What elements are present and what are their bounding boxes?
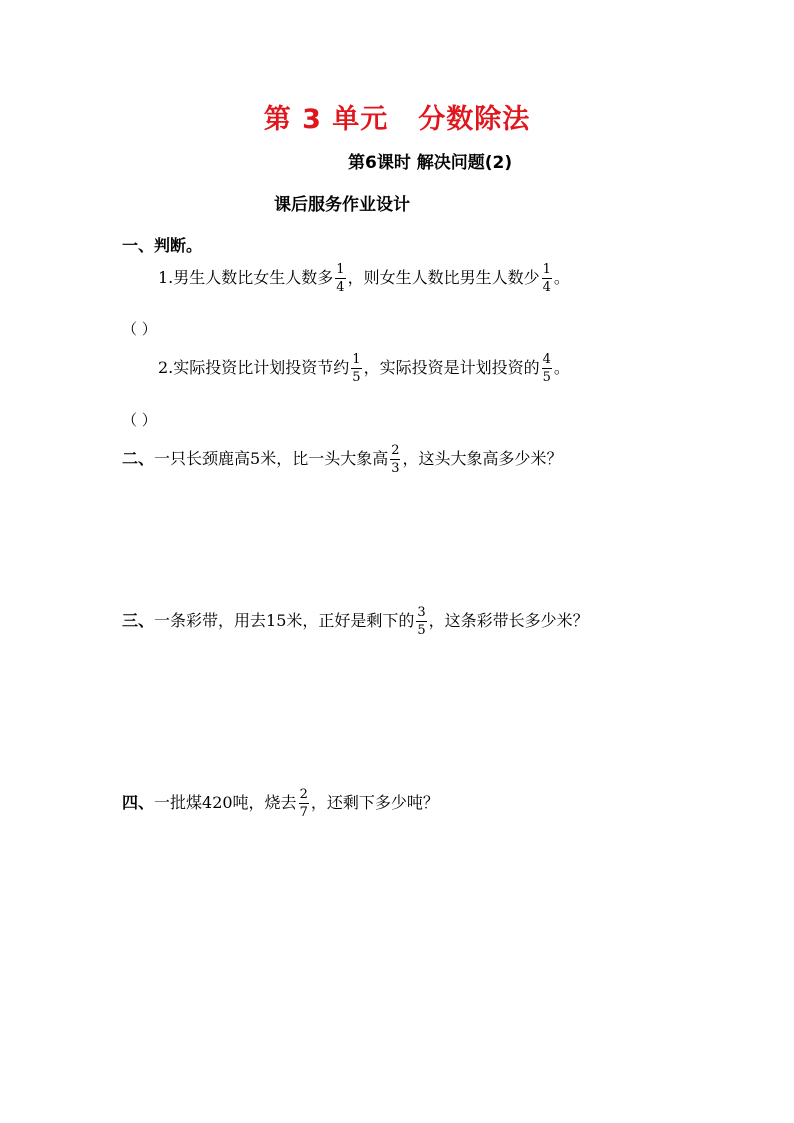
q3-text-pre: 一条彩带，用去15米，正好是剩下的 xyxy=(154,611,415,630)
item1-text-mid: ，则女生人数比男生人数少 xyxy=(347,268,540,287)
worksheet-subtitle: 课后服务作业设计 xyxy=(274,195,410,215)
topic-label: 分数除法 xyxy=(418,104,531,135)
q4-text-post: ，还剩下多少吨？ xyxy=(310,793,439,812)
section4-heading: 四、 xyxy=(122,793,155,812)
q3-text-post: ，这条彩带长多少米？ xyxy=(428,611,589,630)
section3-heading: 三、 xyxy=(122,611,155,630)
judge-item-1 xyxy=(158,263,570,294)
q2-text-pre: 一只长颈鹿高5米，比一头大象高 xyxy=(154,449,389,468)
fraction: $\frac{3}{5}$ xyxy=(417,605,426,638)
fraction: $\frac{1}{5}$ xyxy=(352,352,361,385)
judge-item-2 xyxy=(158,353,570,384)
question-2 xyxy=(122,444,563,475)
item2-text-mid: ，实际投资是计划投资的 xyxy=(363,358,540,377)
item1-text-post: 。 xyxy=(553,268,570,287)
fraction: $\frac{1}{4}$ xyxy=(542,262,551,295)
answer-blank-1[interactable]: （ ） xyxy=(122,320,157,338)
page-title xyxy=(0,97,794,136)
question-4 xyxy=(122,788,439,819)
answer-blank-2[interactable]: （ ） xyxy=(122,411,157,429)
item2-text-pre: 2.实际投资比计划投资节约 xyxy=(158,358,350,377)
fraction: $\frac{4}{5}$ xyxy=(542,352,551,385)
section1-heading: 一、判断。 xyxy=(122,236,203,255)
item2-text-post: 。 xyxy=(553,358,570,377)
unit-label: 第 3 单元 xyxy=(263,104,389,135)
q4-text-pre: 一批煤420吨，烧去 xyxy=(154,793,297,812)
q2-text-post: ，这头大象高多少米？ xyxy=(402,449,563,468)
fraction: $\frac{1}{4}$ xyxy=(336,262,345,295)
item1-text-pre: 1.男生人数比女生人数多 xyxy=(158,268,334,287)
section2-heading: 二、 xyxy=(122,449,155,468)
fraction: $\frac{2}{7}$ xyxy=(299,787,308,820)
question-3 xyxy=(122,606,589,637)
lesson-title: 第6课时 解决问题(2) xyxy=(348,153,513,173)
fraction: $\frac{2}{3}$ xyxy=(391,443,400,476)
